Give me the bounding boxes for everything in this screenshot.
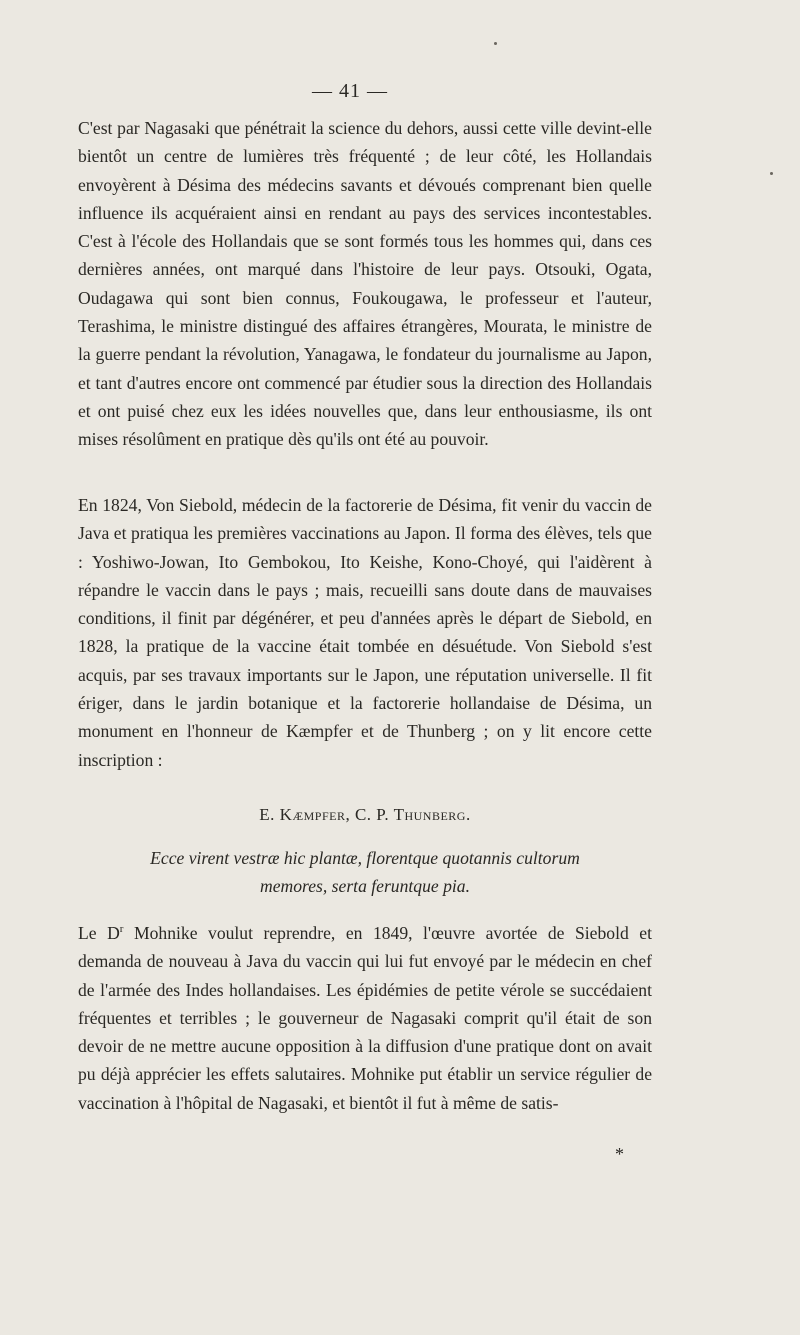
paragraph-3 — [78, 919, 652, 1117]
paragraph-3-superscript: r — [119, 923, 124, 936]
page-number: — 41 — — [312, 80, 388, 102]
paragraph-3-text: Mohnike voulut reprendre, en 1849, l'œuvre avortée de Siebold et demanda de nouveau à Java du vaccin qui lui fut envoyé par le médecin en chef de l'armée des Indes hollandaises. Les épidémies de petite vérole se succédaient fréquentes et terribles ; le gouverneur de Nagasaki comprit qu'il était de son devoir de ne mettre aucune opposition à la diffusion d'une pratique dont on avait pu déjà apprécier les effets salutaires. Mohnike put établir un service régulier de vaccination à l'hôpital de Nagasaki, et bientôt il fut à même de satis- — [78, 923, 652, 1113]
inscription-latin — [78, 844, 652, 900]
paragraph-2-text: En 1824, Von Siebold, médecin de la factorerie de Désima, fit venir du vaccin de Java et pratiqua les premières vaccinations au Japon. Il forma des élèves, tels que : Yoshiwo-Jowan, Ito Gembokou, Ito Keishe, Kono-Choyé, qui l'aidèrent à répandre le vaccin dans le pays ; mais, recueilli sans doute dans de mauvaises conditions, il finit par dégénérer, et peu d'années après le départ de Siebold, en 1828, la pratique de la vaccine était tombée en désuétude. Von Siebold s'est acquis, par ses travaux importants sur le Japon, une réputation universelle. Il fit ériger, dans le jardin botanique et la factorerie hollandaise de Désima, un monument en l'honneur de Kæmpfer et de Thunberg ; on y lit encore cette inscription : — [78, 495, 652, 770]
paragraph-3-body — [78, 919, 652, 1117]
footer-mark: * — [615, 1144, 624, 1164]
paragraph-1 — [78, 114, 652, 454]
paragraph-1-text: C'est par Nagasaki que pénétrait la science du dehors, aussi cette ville devint-elle bientôt un centre de lumières très fréquenté ; de leur côté, les Hollandais envoyèrent à Désima des médecins savants et dévoués comprenant bien quelle influence ils acquéraient ainsi en rendant au pays des services incontestables. C'est à l'école des Hollandais que se sont formés tous les hommes qui, dans ces dernières années, ont marqué dans l'histoire de leur pays. Otsouki, Ogata, Oudagawa qui sont bien connus, Foukougawa, le professeur et l'auteur, Terashima, le ministre distingué des affaires étrangères, Mourata, le ministre de la guerre pendant la révolution, Yanagawa, le fondateur du journalisme au Japon, et tant d'autres encore ont commencé par étudier sous la direction des Hollandais et ont puisé chez eux les idées nouvelles que, dans leur enthousiasme, ils ont mises résolûment en pratique dès qu'ils ont été au pouvoir. — [78, 118, 652, 450]
print-speck — [770, 172, 773, 175]
inscription-latin-line-1: Ecce virent vestræ hic plantæ, florentque quotannis cultorum — [150, 848, 580, 868]
paragraph-2 — [78, 491, 652, 774]
inscription-latin-line-2: memores, serta feruntque pia. — [260, 876, 470, 896]
paragraph-3-prefix: Le D — [78, 923, 120, 943]
inscription-names — [78, 805, 652, 825]
print-speck — [494, 42, 497, 45]
inscription-names-text: E. Kæmpfer, C. P. Thunberg. — [259, 805, 471, 824]
